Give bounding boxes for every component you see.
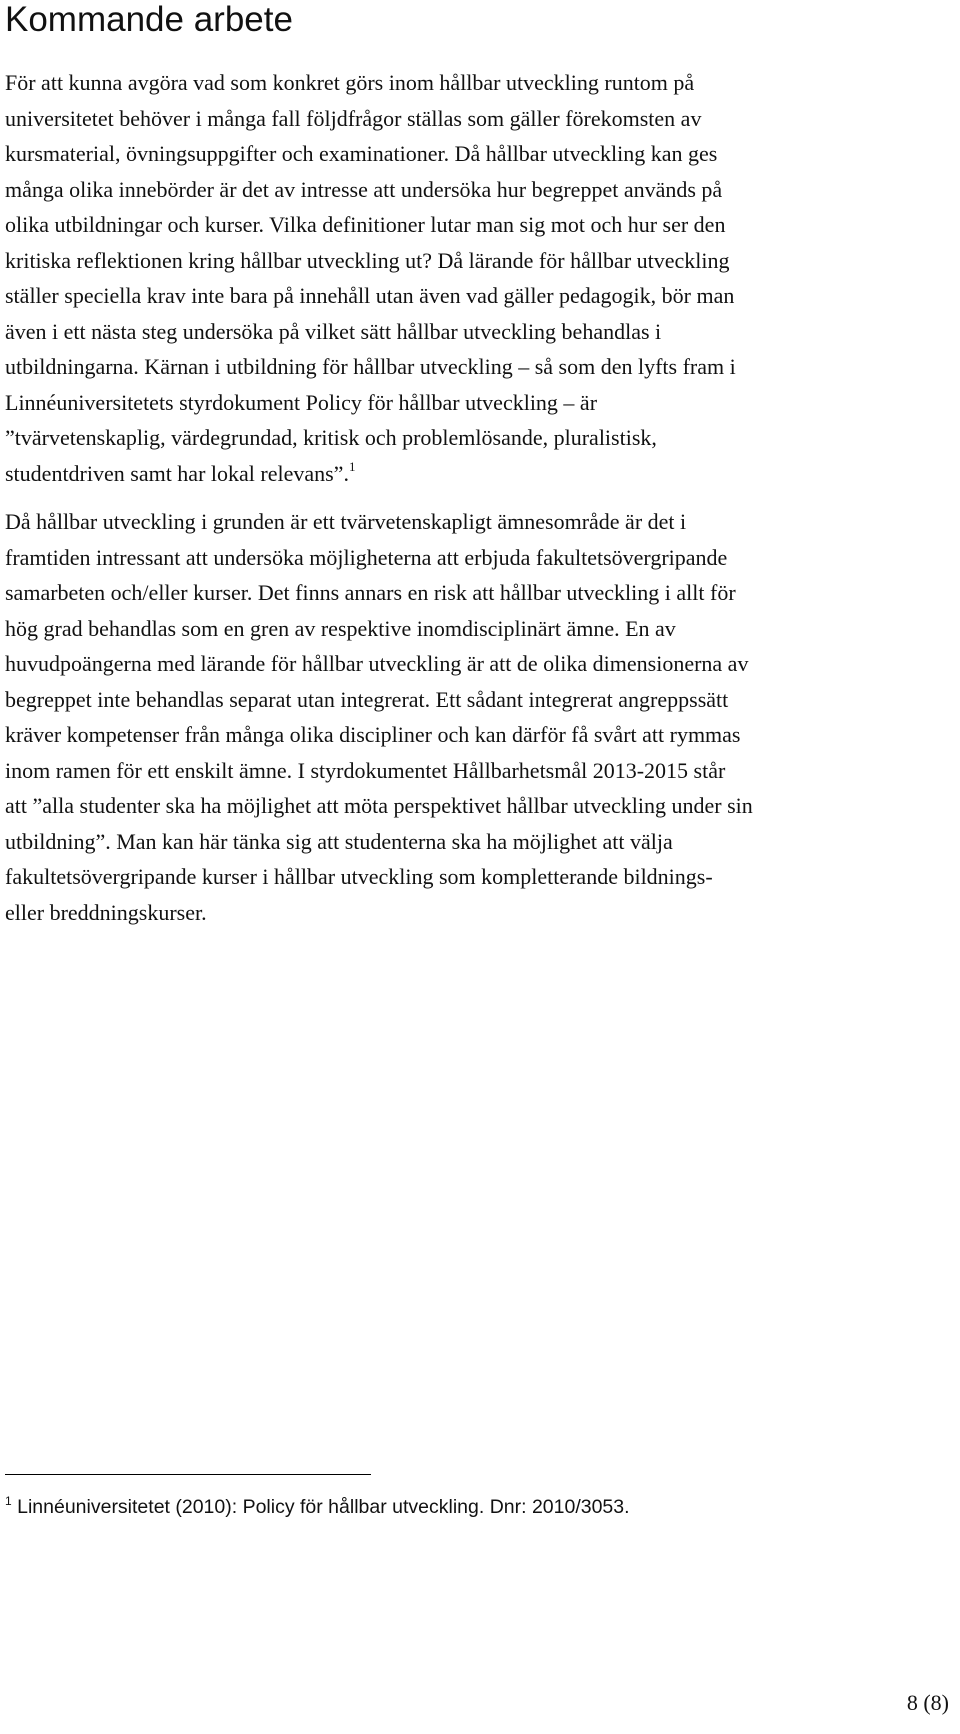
paragraph-line: utbildningarna. Kärnan i utbildning för hållbar utveckling – så som den lyfts fram i	[5, 354, 736, 379]
footnote-separator	[5, 1474, 371, 1475]
paragraph-line: Linnéuniversitetets styrdokument Policy för hållbar utveckling – är	[5, 389, 598, 415]
footnote-number: 1	[5, 1494, 12, 1508]
paragraph-line: inom ramen för ett enskilt ämne. I styrdokumentet Hållbarhetsmål 2013-2015 står	[5, 757, 726, 783]
paragraph-line: kräver kompetenser från många olika discipliner och kan därför få svårt att rymmas	[5, 722, 741, 747]
paragraph-line: samarbeten och/eller kurser. Det finns annars en risk att hållbar utveckling i allt för	[5, 580, 736, 605]
paragraph-line: begreppet inte behandlas separat utan integrerat. Ett sådant integrerat angreppssätt	[5, 686, 729, 712]
paragraph-1	[5, 65, 955, 491]
paragraph-line-last	[5, 456, 955, 492]
paragraph-line-text: studentdriven samt har lokal relevans”.	[5, 460, 349, 486]
paragraph-line: ”tvärvetenskaplig, värdegrundad, kritisk och problemlösande, pluralistisk,	[5, 425, 657, 450]
paragraph-line: För att kunna avgöra vad som konkret görs inom hållbar utveckling runtom på	[5, 70, 695, 95]
paragraph-line: många olika innebörder är det av intresse att undersöka hur begreppet används på	[5, 176, 723, 202]
paragraph-line: universitetet behöver i många fall följdfrågor ställas som gäller förekomsten av	[5, 105, 702, 131]
paragraph-line: kritiska reflektionen kring hållbar utveckling ut? Då lärande för hållbar utveckling	[5, 247, 730, 273]
paragraph-line: fakultetsövergripande kurser i hållbar utveckling som kompletterande bildnings-	[5, 864, 713, 889]
page-number: 8 (8)	[906, 1690, 949, 1715]
paragraph-line: även i ett nästa steg undersöka på vilket sätt hållbar utveckling behandlas i	[5, 318, 662, 344]
paragraph-line: Då hållbar utveckling i grunden är ett tvärvetenskapligt ämnesområde är det i	[5, 509, 687, 534]
paragraph-line: att ”alla studenter ska ha möjlighet att möta perspektivet hållbar utveckling under sin	[5, 793, 753, 818]
paragraph-line: huvudpoängerna med lärande för hållbar utveckling är att de olika dimensionerna av	[5, 651, 749, 676]
footnote	[5, 1494, 630, 1520]
paragraph-line: ställer speciella krav inte bara på innehåll utan även vad gäller pedagogik, bör man	[5, 283, 735, 308]
paragraph-2	[5, 504, 955, 930]
paragraph-line: olika utbildningar och kurser. Vilka definitioner lutar man sig mot och hur ser den	[5, 212, 726, 237]
paragraph-line: eller breddningskurser.	[5, 899, 207, 925]
paragraph-line: framtiden intressant att undersöka möjligheterna att erbjuda fakultetsövergripande	[5, 544, 728, 570]
footnote-text: Linnéuniversitetet (2010): Policy för hållbar utveckling. Dnr: 2010/3053.	[17, 1496, 630, 1518]
footnote-reference[interactable]: 1	[348, 458, 356, 474]
section-heading: Kommande arbete	[5, 0, 293, 39]
paragraph-line: utbildning”. Man kan här tänka sig att studenterna ska ha möjlighet att välja	[5, 828, 673, 854]
paragraph-line: kursmaterial, övningsuppgifter och examinationer. Då hållbar utveckling kan ges	[5, 141, 718, 166]
paragraph-line: hög grad behandlas som en gren av respektive inomdisciplinärt ämne. En av	[5, 615, 676, 641]
